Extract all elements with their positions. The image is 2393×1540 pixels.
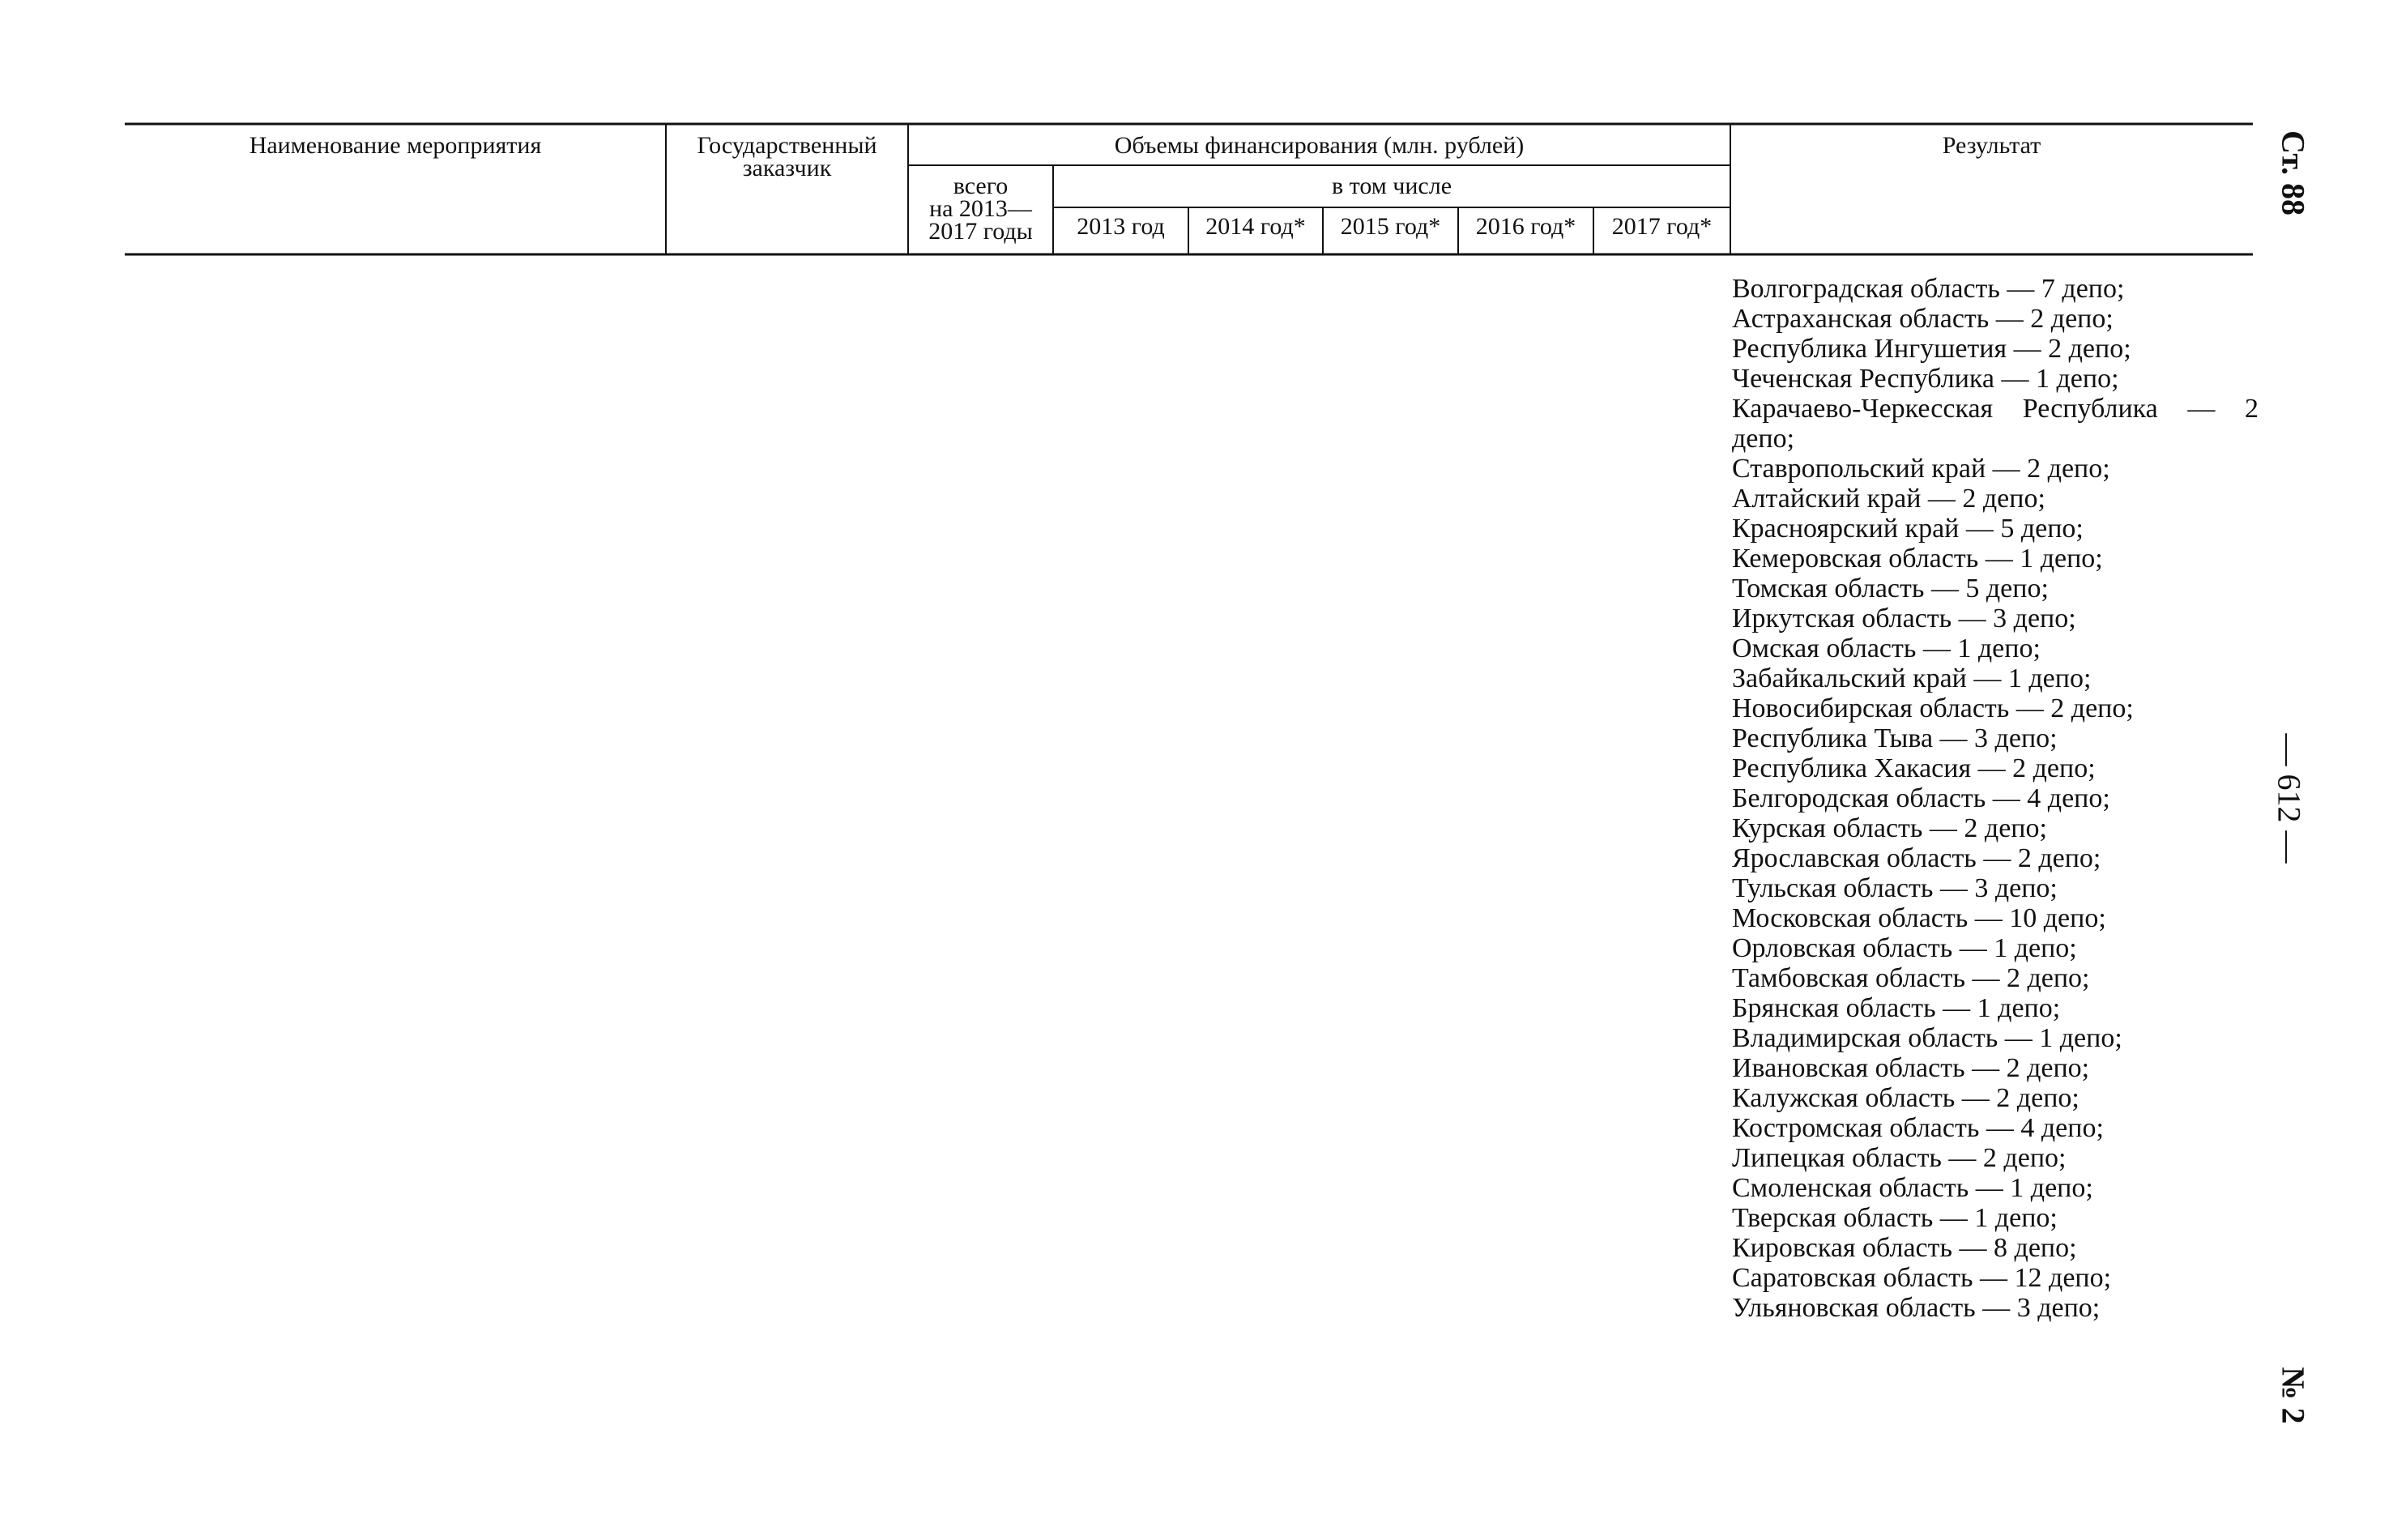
result-item: Смоленская область — 1 депо;	[1732, 1173, 2093, 1203]
result-item: Калужская область — 2 депо;	[1732, 1083, 2079, 1113]
header-col-result: Результат	[1942, 132, 2041, 159]
result-item: Республика Тыва — 3 депо;	[1732, 723, 2058, 753]
result-item: Чеченская Республика — 1 депо;	[1732, 364, 2119, 394]
result-item: Алтайский край — 2 депо;	[1732, 484, 2045, 514]
header-year-2017: 2017 год*	[1611, 213, 1713, 240]
header-year-2016: 2016 год*	[1475, 213, 1576, 240]
header-col-total-line2: на 2013—	[929, 195, 1032, 222]
result-item: Иркутская область — 3 депо;	[1732, 604, 2076, 633]
header-col-total-line1: всего	[953, 173, 1009, 199]
header-year-2014: 2014 год*	[1205, 213, 1306, 240]
result-item: Орловская область — 1 депо;	[1732, 933, 2077, 963]
result-item: Омская область — 1 депо;	[1732, 633, 2041, 663]
header-year-2015: 2015 год*	[1340, 213, 1441, 240]
page-number: — 612 —	[2271, 733, 2308, 864]
result-item: Ставропольский край — 2 депо;	[1732, 454, 2110, 484]
header-year-2013: 2013 год	[1077, 213, 1165, 240]
result-item: Брянская область — 1 депо;	[1732, 993, 2061, 1023]
result-item: Московская область — 10 депо;	[1732, 903, 2106, 933]
result-item: Владимирская область — 1 депо;	[1732, 1023, 2122, 1053]
header-col-customer-line1: Государственный	[697, 132, 877, 159]
issue-number: № 2	[2275, 1367, 2312, 1424]
header-col-total-line3: 2017 годы	[928, 218, 1033, 245]
result-item: Тверская область — 1 депо;	[1732, 1203, 2058, 1233]
result-item: Ярославская область — 2 депо;	[1732, 843, 2101, 873]
result-item: Кировская область — 8 депо;	[1732, 1233, 2077, 1263]
header-col-customer-line2: заказчик	[742, 155, 832, 181]
result-item: Красноярский край — 5 депо;	[1732, 514, 2084, 544]
result-item: Волгоградская область — 7 депо;	[1732, 274, 2125, 304]
result-item: Липецкая область — 2 депо;	[1732, 1143, 2067, 1173]
article-number: Ст. 88	[2275, 130, 2312, 215]
result-item: Кемеровская область — 1 депо;	[1732, 544, 2103, 574]
result-item: Карачаево-Черкесская Республика — 2 депо;	[1732, 394, 2259, 454]
result-item: Костромская область — 4 депо;	[1732, 1113, 2104, 1143]
result-item: Республика Хакасия — 2 депо;	[1732, 753, 2096, 783]
result-item: Томская область — 5 депо;	[1732, 574, 2049, 604]
result-item: Тамбовская область — 2 депо;	[1732, 963, 2090, 993]
header-col-including: в том числе	[1331, 173, 1452, 199]
result-item: Саратовская область — 12 депо;	[1732, 1263, 2112, 1293]
result-item: Белгородская область — 4 депо;	[1732, 783, 2110, 813]
header-col-total	[908, 175, 1053, 243]
result-list	[1732, 274, 2259, 1323]
result-item: Ивановская область — 2 депо;	[1732, 1053, 2090, 1083]
header-col-funding: Объемы финансирования (млн. рублей)	[1114, 132, 1525, 159]
result-item: Ульяновская область — 3 депо;	[1732, 1293, 2101, 1323]
result-item: Забайкальский край — 1 депо;	[1732, 663, 2092, 693]
header-col-name: Наименование мероприятия	[249, 132, 542, 159]
result-item: Астраханская область — 2 депо;	[1732, 304, 2114, 334]
result-item: Курская область — 2 депо;	[1732, 813, 2047, 843]
result-item: Тульская область — 3 депо;	[1732, 873, 2058, 903]
result-item: Новосибирская область — 2 депо;	[1732, 693, 2134, 723]
result-item: Республика Ингушетия — 2 депо;	[1732, 334, 2131, 364]
header-col-customer	[666, 134, 908, 180]
